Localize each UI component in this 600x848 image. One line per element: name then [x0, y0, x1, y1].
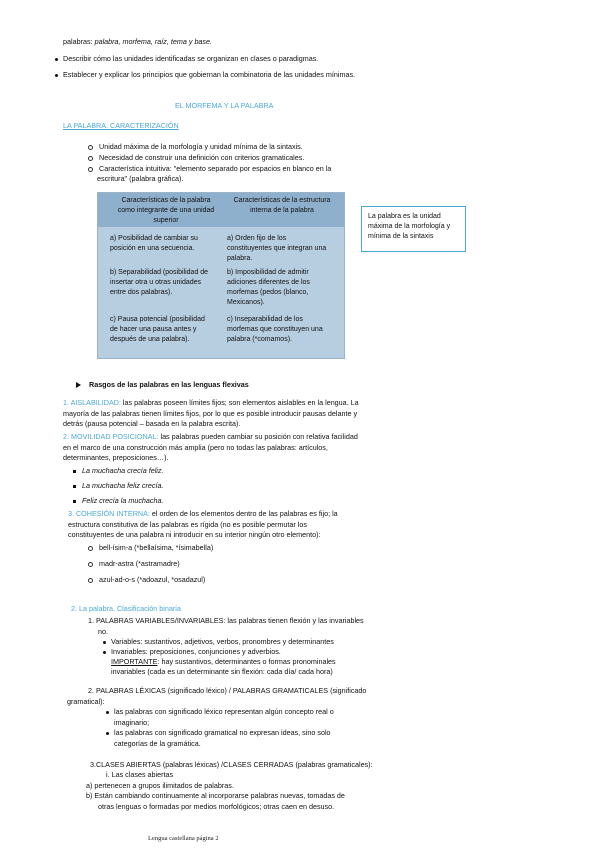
table-cell-r1-left: a) Posibilidad de cambiar su posición en una secuencia.: [110, 235, 198, 252]
sec2-item-3-b: b) Están cambiando continuamente al incorporarse palabras nuevas, tomadas de otras lenguas o formadas por medios morfológicos; otras caen en desuso.: [86, 791, 345, 811]
bullet-icon: [55, 58, 58, 61]
table-cell-r3-right: c) Inseparabilidad de los morfemas que constituyen una palabra (*comamos).: [227, 316, 323, 343]
sec2-item-3-sub-i: i. Las clases abiertas: [106, 770, 174, 779]
cohesion-example-3: azul-ad-o-s (*adoazul, *osadazul): [88, 575, 205, 586]
char-item-3-cont: escritura" (palabra gráfica).: [97, 174, 184, 183]
circle-bullet-icon: [88, 546, 93, 551]
intro-bullet-1: Describir cómo las unidades identificadas se organizan en clases o paradigmas.: [55, 54, 318, 65]
sec2-important: IMPORTANTE: hay sustantivos, determinantes o formas pronominales: [111, 657, 336, 666]
sec2-item-2: 2. PALABRAS LÉXICAS (significado léxico) / PALABRAS GRAMATICALES (significado gramatical):: [67, 686, 367, 706]
circle-bullet-icon: [88, 167, 93, 172]
square-bullet-icon: [73, 470, 76, 473]
section-title: EL MORFEMA Y LA PALABRA: [175, 101, 274, 110]
intro-italic: palabra, morfema, raíz, tema y base.: [92, 37, 213, 46]
bullet-icon: [103, 651, 106, 654]
sec2-important-2: invariables (cada es un determinante sin flexión: cada día/ cada hora): [111, 667, 333, 676]
paragraph-movilidad: 2. MOVILIDAD POSICIONAL: las palabras pueden cambiar su posición con relativa facilidad en el marco de una construcción más amplia (pero no todas las palabras: artículos, determinantes, preposiciones…).: [63, 432, 358, 462]
square-bullet-icon: [73, 485, 76, 488]
section-2-title: 2. La palabra. Clasificación binaria: [71, 604, 181, 613]
example-1: La muchacha crecía feliz.: [73, 466, 164, 477]
page-footer: Lengua castellana página 2: [148, 835, 219, 842]
bullet-icon: [55, 74, 58, 77]
circle-bullet-icon: [88, 156, 93, 161]
example-3: Feliz crecía la muchacha.: [73, 496, 164, 507]
characteristics-table: [97, 192, 345, 359]
circle-bullet-icon: [88, 145, 93, 150]
intro-bullet-2: Establecer y explicar los principios que gobiernan la combinatoria de las unidades mínimas.: [55, 70, 355, 81]
sec2-item-1-sub-2: Invariables: preposiciones, conjunciones y adverbios.: [103, 647, 281, 658]
intro-line: [63, 37, 212, 48]
sec2-item-3: 3.CLASES ABIERTAS (palabras léxicas) /CLASES CERRADAS (palabras gramaticales):: [90, 760, 373, 769]
bullet-icon: [106, 711, 109, 714]
sec2-item-3-a: a) pertenecen a grupos ilimitados de palabras.: [86, 781, 234, 790]
table-cell-r2-left: b) Separabilidad (posibilidad de insertar otra u otras unidades entre dos palabras).: [110, 269, 209, 296]
square-bullet-icon: [73, 500, 76, 503]
note-box: La palabra es la unidad máxima de la morfología y mínima de la sintaxis: [361, 206, 466, 252]
paragraph-cohesion: 3. COHESIÓN INTERNA: el orden de los elementos dentro de las palabras es fijo; la estructura constitutiva de las palabras es rígida (no es posible permutar los constituyentes de una palabra ni introducir en su interior ningún otro elemento):: [68, 509, 338, 539]
table-cell-r2-right: b) Imposibilidad de admitir adiciones diferentes de los morfemas (pedos (blanco, Mexicanos).: [227, 269, 310, 306]
cohesion-example-2: madr-astra (*astramadre): [88, 559, 180, 570]
char-item-1: Unidad máxima de la morfología y unidad mínima de la sintaxis.: [88, 142, 303, 153]
subtitle: LA PALABRA. CARACTERIZACIÓN: [63, 121, 179, 130]
rasgos-title: Rasgos de las palabras en las lenguas flexivas: [76, 380, 249, 391]
table-cell-r3-left: c) Pausa potencial (posibilidad de hacer una pausa antes y después de una palabra).: [110, 316, 205, 343]
example-2: La muchacha feliz crecía.: [73, 481, 164, 492]
bullet-icon: [103, 641, 106, 644]
sec2-item-2-sub-2: las palabras con significado gramatical no expresan ideas, sino solo categorías de la gramática.: [106, 728, 331, 749]
paragraph-aislabilidad: 1. AISLABILIDAD: las palabras poseen límites fijos; son elementos aislables en la lengua. La mayoría de las palabras tienen límites fijos, por lo que es posible introducir pausas delante y detrás (pausa potencial – basada en la palabra escrita).: [63, 398, 359, 428]
sec2-item-1: 1. PALABRAS VARIABLES/INVARIABLES: las palabras tienen flexión y las invariables no.: [88, 616, 364, 636]
table-cell-r1-right: a) Orden fijo de los constituyentes que integran una palabra.: [227, 235, 327, 262]
char-item-2: Necesidad de construir una definición con criterios gramaticales.: [88, 153, 304, 164]
arrow-bullet-icon: [76, 382, 81, 388]
char-item-3: Característica intuitiva: "elemento separado por espacios en blanco en la: [88, 164, 331, 175]
intro-prefix: palabras:: [63, 37, 93, 46]
sec2-item-2-sub-1: las palabras con significado léxico representan algún concepto real o imaginario;: [106, 707, 334, 728]
bullet-icon: [106, 732, 109, 735]
table-head-left: Características de la palabra como integrante de una unidad superior: [117, 197, 215, 224]
circle-bullet-icon: [88, 562, 93, 567]
cohesion-example-1: bell-ísim-a (*bellaísima, *ísimabella): [88, 543, 213, 554]
sec2-item-1-sub-1: Variables: sustantivos, adjetivos, verbos, pronombres y determinantes: [103, 637, 334, 648]
circle-bullet-icon: [88, 578, 93, 583]
table-head-right: Características de la estructura interna de la palabra: [233, 197, 331, 214]
